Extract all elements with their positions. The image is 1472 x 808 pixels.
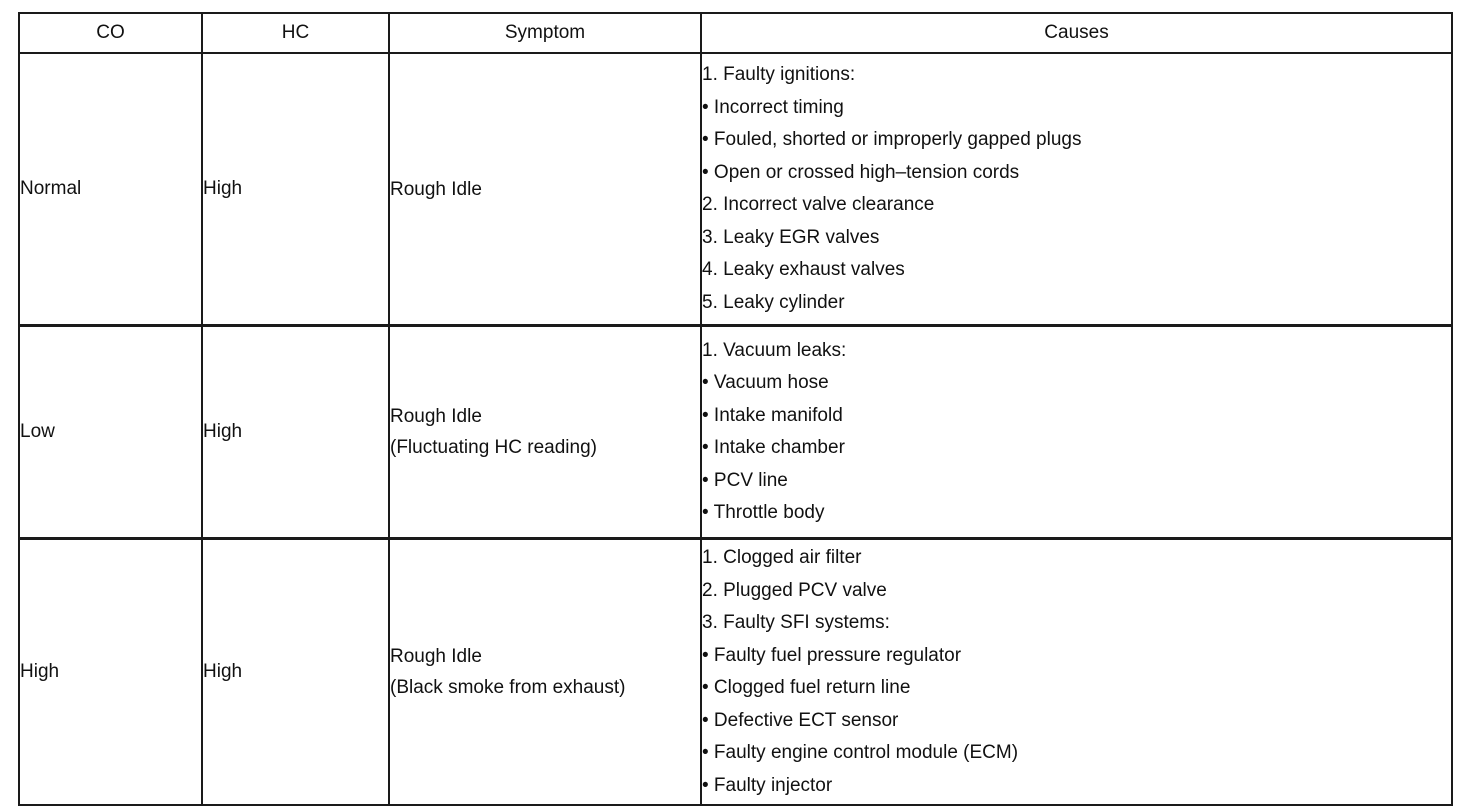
- hc-cell: High: [202, 53, 389, 326]
- cause-item: • Intake manifold: [702, 404, 843, 426]
- cause-item: 1. Vacuum leaks:: [702, 339, 847, 361]
- cause-item: 3. Leaky EGR valves: [702, 226, 880, 248]
- header-hc: HC: [202, 13, 389, 53]
- cause-item: • Clogged fuel return line: [702, 677, 911, 698]
- symptom-cell: [389, 53, 701, 326]
- causes-list: [702, 542, 1451, 802]
- header-co: CO: [19, 13, 202, 53]
- cause-item: 1. Faulty ignitions:: [702, 64, 856, 85]
- causes-cell: [701, 53, 1452, 326]
- hc-cell: High: [202, 326, 389, 539]
- cause-item: • Faulty injector: [702, 774, 833, 796]
- table-row: [19, 53, 1452, 326]
- hc-cell: High: [202, 539, 389, 806]
- symptom-line: Rough Idle: [390, 406, 482, 427]
- co-hc-diagnosis-table: [18, 12, 1453, 806]
- cause-item: • PCV line: [702, 469, 788, 491]
- header-row: [19, 13, 1452, 53]
- co-cell: Normal: [19, 53, 202, 326]
- causes-list: [702, 59, 1451, 319]
- co-cell: Low: [19, 326, 202, 539]
- causes-cell: [701, 326, 1452, 539]
- cause-item: 1. Clogged air filter: [702, 547, 862, 568]
- co-cell: High: [19, 539, 202, 806]
- symptom-detail-line: (Fluctuating HC reading): [390, 437, 597, 458]
- cause-item: • Defective ECT sensor: [702, 709, 899, 731]
- cause-item: • Incorrect timing: [702, 96, 844, 118]
- cause-item: • Vacuum hose: [702, 372, 829, 393]
- table-row: [19, 326, 1452, 539]
- causes-cell: [701, 539, 1452, 806]
- cause-item: 4. Leaky exhaust valves: [702, 259, 905, 280]
- cause-item: 3. Faulty SFI systems:: [702, 612, 890, 633]
- cause-item: • Faulty engine control module (ECM): [702, 742, 1019, 763]
- header-symptom: Symptom: [389, 13, 701, 53]
- cause-item: • Fouled, shorted or improperly gapped plugs: [702, 129, 1082, 150]
- diagnosis-table-container: [18, 12, 1451, 798]
- cause-item: 5. Leaky cylinder: [702, 291, 845, 313]
- table-row: [19, 539, 1452, 806]
- symptom-detail-line: (Black smoke from exhaust): [390, 677, 626, 698]
- symptom-cell: [389, 326, 701, 539]
- cause-item: 2. Incorrect valve clearance: [702, 194, 935, 215]
- symptom-cell: [389, 539, 701, 806]
- cause-item: • Faulty fuel pressure regulator: [702, 644, 962, 666]
- symptom-line: Rough Idle: [390, 646, 482, 667]
- cause-item: • Intake chamber: [702, 437, 845, 458]
- cause-item: • Open or crossed high–tension cords: [702, 161, 1020, 183]
- causes-list: [702, 335, 1451, 530]
- cause-item: • Throttle body: [702, 502, 825, 523]
- header-causes: Causes: [701, 13, 1452, 53]
- cause-item: 2. Plugged PCV valve: [702, 579, 887, 601]
- symptom-line: Rough Idle: [390, 178, 482, 200]
